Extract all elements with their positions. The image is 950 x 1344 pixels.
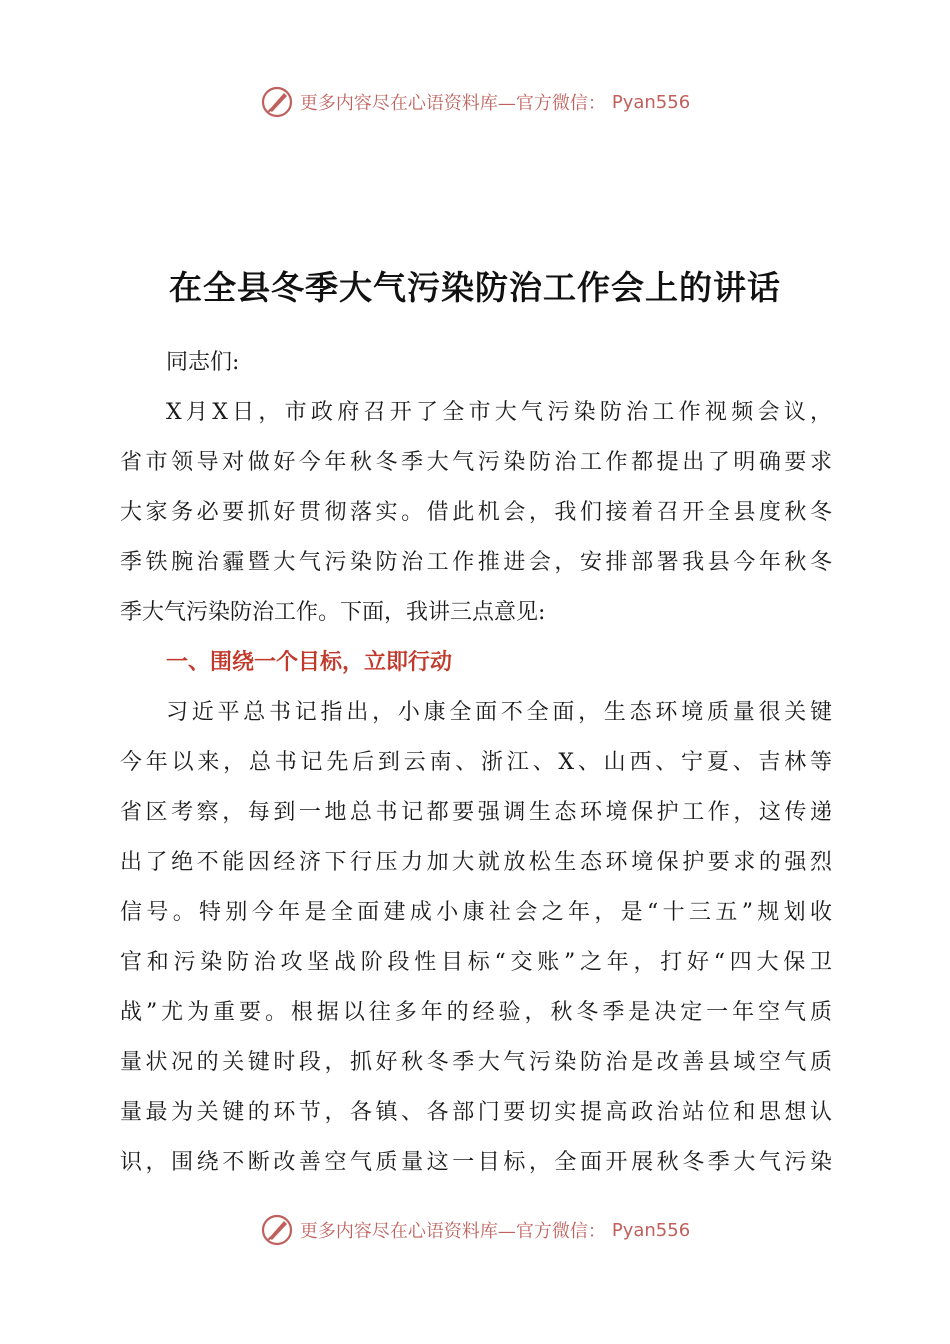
watermark-footer <box>0 1208 950 1252</box>
quill-logo-icon <box>260 85 294 119</box>
paragraph-2-line: 出了绝不能因经济下行压力加大就放松生态环境保护要求的强烈 <box>120 850 832 875</box>
paragraph-1-line: 季大气污染防治工作。下面，我讲三点意见: <box>120 600 546 625</box>
paragraph-2-line: 战”尤为重要。根据以往多年的经验，秋冬季是决定一年空气质 <box>120 1000 832 1025</box>
watermark-header <box>0 80 950 124</box>
paragraph-2-line: 量状况的关键时段，抓好秋冬季大气污染防治是改善县域空气质 <box>120 1050 832 1075</box>
watermark-wechat-id: Pyan556 <box>611 91 691 113</box>
paragraph-2-line: 官和污染防治攻坚战阶段性目标“交账”之年，打好“四大保卫 <box>120 950 832 975</box>
quill-logo-icon <box>260 1213 294 1247</box>
document-title: 在全县冬季大气污染防治工作会上的讲话 <box>169 268 781 307</box>
paragraph-2-line: 信号。特别今年是全面建成小康社会之年，是“十三五”规划收 <box>120 900 832 925</box>
paragraph-1-line: 大家务必要抓好贯彻落实。借此机会，我们接着召开全县度秋冬 <box>120 500 832 525</box>
salutation: 同志们: <box>166 350 240 375</box>
paragraph-2-line: 量最为关键的环节，各镇、各部门要切实提高政治站位和思想认 <box>120 1100 832 1125</box>
paragraph-1-line: 省市领导对做好今年秋冬季大气污染防治工作都提出了明确要求 <box>120 450 832 475</box>
paragraph-2-line: 识，围绕不断改善空气质量这一目标，全面开展秋冬季大气污染 <box>120 1150 832 1175</box>
watermark-text: 更多内容尽在心语资料库—官方微信： <box>299 1221 606 1242</box>
paragraph-1-line: X月X日，市政府召开了全市大气污染防治工作视频会议， <box>166 400 832 425</box>
paragraph-2-line: 省区考察，每到一地总书记都要强调生态环境保护工作，这传递 <box>120 800 832 825</box>
paragraph-2-line: 习近平总书记指出，小康全面不全面，生态环境质量很关键 <box>166 700 832 725</box>
watermark-wechat-id: Pyan556 <box>611 1219 691 1241</box>
watermark-text: 更多内容尽在心语资料库—官方微信： <box>299 93 606 114</box>
paragraph-1-line: 季铁腕治霾暨大气污染防治工作推进会，安排部署我县今年秋冬 <box>120 550 832 575</box>
section-1-heading: 一、围绕一个目标，立即行动 <box>166 650 453 675</box>
paragraph-2-line: 今年以来，总书记先后到云南、浙江、X、山西、宁夏、吉林等 <box>120 750 832 775</box>
